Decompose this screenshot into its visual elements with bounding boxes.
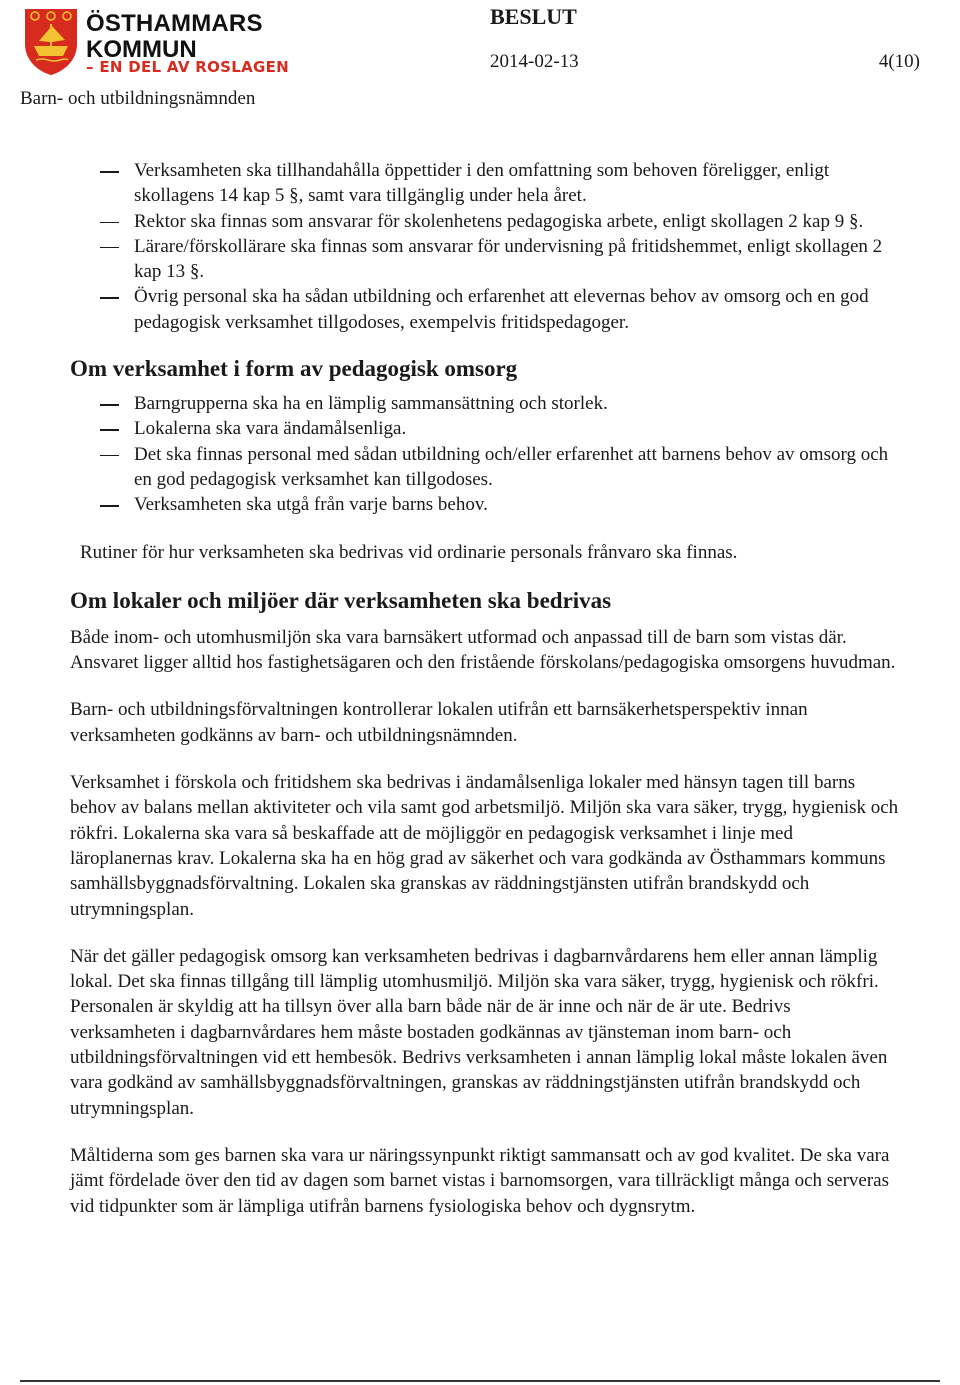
- logo-kommun-label: KOMMUN: [86, 36, 197, 63]
- document-body: [70, 158, 900, 1219]
- routines-paragraph: Rutiner för hur verksamheten ska bedrivas vid ordinarie personals frånvaro ska finnas.: [80, 541, 738, 563]
- dash-bullet-icon: [100, 222, 119, 224]
- document-type: BESLUT: [490, 4, 577, 29]
- list-item: Barngrupperna ska ha en lämplig sammansättning och storlek.: [70, 391, 900, 416]
- dash-bullet-icon: [100, 247, 119, 249]
- section-heading: Om verksamhet i form av pedagogisk omsorg: [70, 356, 518, 382]
- dash-bullet-icon: [100, 297, 119, 299]
- dash-bullet-icon: [100, 455, 119, 457]
- body-paragraph: Både inom- och utomhusmiljön ska vara barnsäkert utformad och anpassad till de barn som vistas där. Ansvaret ligger alltid hos fastighetsägaren och den fristående förskolans/pedagogiska omsorgens huvudman.: [70, 626, 896, 674]
- footer-divider: [20, 1380, 940, 1382]
- dash-bullet-icon: [100, 505, 119, 507]
- logo-tagline: – EN DEL AV ROSLAGEN: [86, 58, 290, 76]
- dash-bullet-icon: [100, 429, 119, 431]
- authority-name: Barn- och utbildningsnämnden: [20, 88, 256, 109]
- list-item: Rektor ska finnas som ansvarar för skolenhetens pedagogiska arbete, enligt skollagen 2 kap 9 §.: [70, 209, 900, 234]
- coat-of-arms-icon: [22, 6, 80, 76]
- dash-bullet-icon: [100, 404, 119, 406]
- municipality-logo: [22, 6, 290, 78]
- body-paragraph: När det gäller pedagogisk omsorg kan verksamheten bedrivas i dagbarnvårdarens hem eller annan lämplig lokal. Det ska finnas tillgång till lämplig utomhusmiljö. Miljön ska vara säker, trygg, hygienisk och rökfri. Personalen är skyldig att ha tillsyn över alla barn både när de är inne och när de är ute. Bedrivs verksamheten i dagbarnvårdares hem måste bostaden godkännas av tjänsteman inom barn- och utbildningsförvaltningen vid ett hembesök. Bedrivs verksamheten i annan lämplig lokal måste lokalen även vara godkänd av samhällsbyggnadsförvaltningen, granskas av räddningstjänsten utifrån brandskydd och utrymningsplan.: [70, 945, 888, 1119]
- list-item: Det ska finnas personal med sådan utbildning och/eller erfarenhet att barnens behov av omsorg och en god pedagogisk verksamhet kan tillgodoses.: [70, 442, 900, 493]
- list-item: Övrig personal ska ha sådan utbildning och erfarenhet att elevernas behov av omsorg och en god pedagogisk verksamhet tillgodoses, exempelvis fritidspedagoger.: [70, 284, 900, 335]
- body-paragraph: Barn- och utbildningsförvaltningen kontrollerar lokalen utifrån ett barnsäkerhetsperspektiv innan verksamheten godkänns av barn- och utbildningsnämnden.: [70, 699, 808, 746]
- list-item: Lokalerna ska vara ändamålsenliga.: [70, 416, 900, 441]
- body-paragraph: Måltiderna som ges barnen ska vara ur näringssynpunkt riktigt sammansatt och av god kvalitet. De ska vara jämt fördelade över den tid av dagen som barnet vistas i barnomsorgen, vara tillräckligt många och serveras vid tidpunkter som är lämpliga utifrån barnens fysiologiska behov och dygnsrytm.: [70, 1144, 890, 1217]
- list-item: Lärare/förskollärare ska finnas som ansvarar för undervisning på fritidshemmet, enligt skollagen 2 kap 13 §.: [70, 234, 900, 285]
- logo-municipality-name: ÖSTHAMMARS: [86, 10, 263, 37]
- body-paragraph: Verksamhet i förskola och fritidshem ska bedrivas i ändamålsenliga lokaler med hänsyn tagen till barns behov av balans mellan aktiviteter och vila samt god arbetsmiljö. Miljön ska vara säker, trygg, hygienisk och rökfri. Lokalerna ska vara så beskaffade att de möjliggör en pedagogisk verksamhet i linje med läroplanernas krav. Lokalerna ska ha en hög grad av säkerhet och vara godkända av Östhammars kommuns samhällsbyggnadsförvaltning. Lokalen ska granskas av räddningstjänsten utifrån brandskydd och utrymningsplan.: [70, 772, 899, 920]
- document-date: 2014-02-13: [490, 51, 579, 72]
- section-heading: Om lokaler och miljöer där verksamheten ska bedrivas: [70, 587, 612, 613]
- page-number: 4(10): [878, 51, 920, 72]
- dash-bullet-icon: [100, 171, 119, 173]
- pedagogical-care-list: [70, 391, 900, 517]
- requirements-list: [70, 158, 900, 335]
- list-item: Verksamheten ska utgå från varje barns behov.: [70, 492, 900, 517]
- list-item: Verksamheten ska tillhandahålla öppettider i den omfattning som behoven föreligger, enligt skollagens 14 kap 5 §, samt vara tillgänglig under hela året.: [70, 158, 900, 209]
